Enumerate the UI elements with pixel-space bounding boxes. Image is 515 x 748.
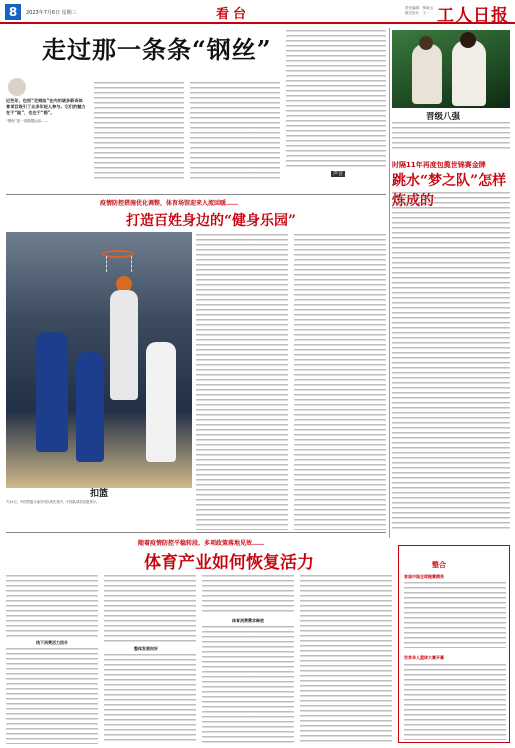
diving-headline: 跳水“梦之队”怎样炼成的: [392, 173, 507, 209]
lead-column-1: [94, 82, 184, 182]
brief-headline-2: 世界华人篮球大赛开幕: [404, 655, 444, 660]
lead-byline: [331, 170, 345, 177]
lead-headline: 走过那一条条“钢丝”: [42, 35, 272, 64]
fitness-kicker: 疫情防控措施优化调整，体育场馆迎来人流回暖……: [100, 200, 239, 207]
player-left: [412, 44, 442, 104]
page-number: 8: [5, 4, 21, 20]
masthead: [0, 0, 515, 24]
lead-intro: [6, 78, 86, 190]
industry-subhead-3: 体育消费需求释放: [232, 618, 264, 623]
editor-credits: 责任编辑：钟新山 版式设计：王一: [405, 6, 433, 15]
player-dunking: [110, 290, 138, 400]
industry-column-2b: [104, 654, 196, 744]
newspaper-logo: 工人日报: [437, 6, 509, 26]
brief-headline-1: 首届中国全球跑赛精英: [404, 574, 444, 579]
byline-tag: 声音: [333, 171, 344, 177]
diving-kicker: 时隔11年再度包揽世锦赛金牌: [392, 161, 486, 169]
industry-column-2: [104, 575, 196, 643]
fitness-column-2: [294, 234, 386, 530]
diving-body: [392, 192, 510, 532]
basketball-caption-title: 扣篮: [90, 489, 109, 499]
player-right-head: [460, 32, 476, 48]
mid-bottom-rule: [6, 532, 386, 533]
fitness-column-1: [196, 234, 288, 530]
lead-column-3: [286, 30, 386, 168]
player-left-head: [419, 36, 433, 50]
player-right: [452, 40, 486, 106]
hoop-net: [106, 256, 132, 272]
lead-bottom-rule: [6, 194, 386, 195]
tightrope-figure-icon: [8, 78, 26, 96]
fitness-headline: 打造百姓身边的“健身乐园”: [126, 213, 297, 229]
player-teammate: [146, 342, 176, 462]
industry-column-1: [6, 575, 98, 637]
lead-column-2: [190, 82, 280, 182]
tennis-caption-text: [392, 122, 510, 152]
brief-body-1: [404, 582, 506, 648]
right-divider: [389, 28, 390, 538]
lead-intro-body: “钢丝”是一项极限运动……: [6, 119, 49, 123]
player-defender-1: [36, 332, 68, 452]
industry-subhead-1: 线下消费活力回升: [36, 640, 68, 645]
industry-subhead-2: 整体发展向好: [134, 646, 158, 651]
industry-headline: 体育产业如何恢复活力: [144, 553, 314, 573]
basketball-caption: 7月4日，中国男篮与南苏丹队的比赛中，中国队球员扣篮得分。: [6, 500, 100, 504]
player-defender-2: [76, 352, 104, 462]
industry-column-4: [300, 575, 392, 744]
tennis-photo: [392, 30, 510, 108]
industry-column-1b: [6, 648, 98, 744]
tennis-caption: 晋级八强: [426, 112, 461, 122]
industry-column-3b: [202, 626, 294, 744]
industry-column-3: [202, 575, 294, 615]
issue-date: 2023年7月6日 星期三: [26, 10, 77, 16]
section-title: 看台: [216, 7, 251, 22]
basketball-photo: [6, 232, 192, 488]
industry-kicker: 随着疫情防控平稳转段、多项政策落地见效……: [138, 540, 265, 547]
brief-body-2: [404, 664, 506, 740]
briefs-title: 整合: [432, 561, 446, 569]
lead-intro-bold: 近些年，包括“走钢丝”在内的诸多新奇体育项目吸引了众多年轻人参与。它们的魅力在于“险”，也在于“稳”。: [6, 98, 86, 115]
